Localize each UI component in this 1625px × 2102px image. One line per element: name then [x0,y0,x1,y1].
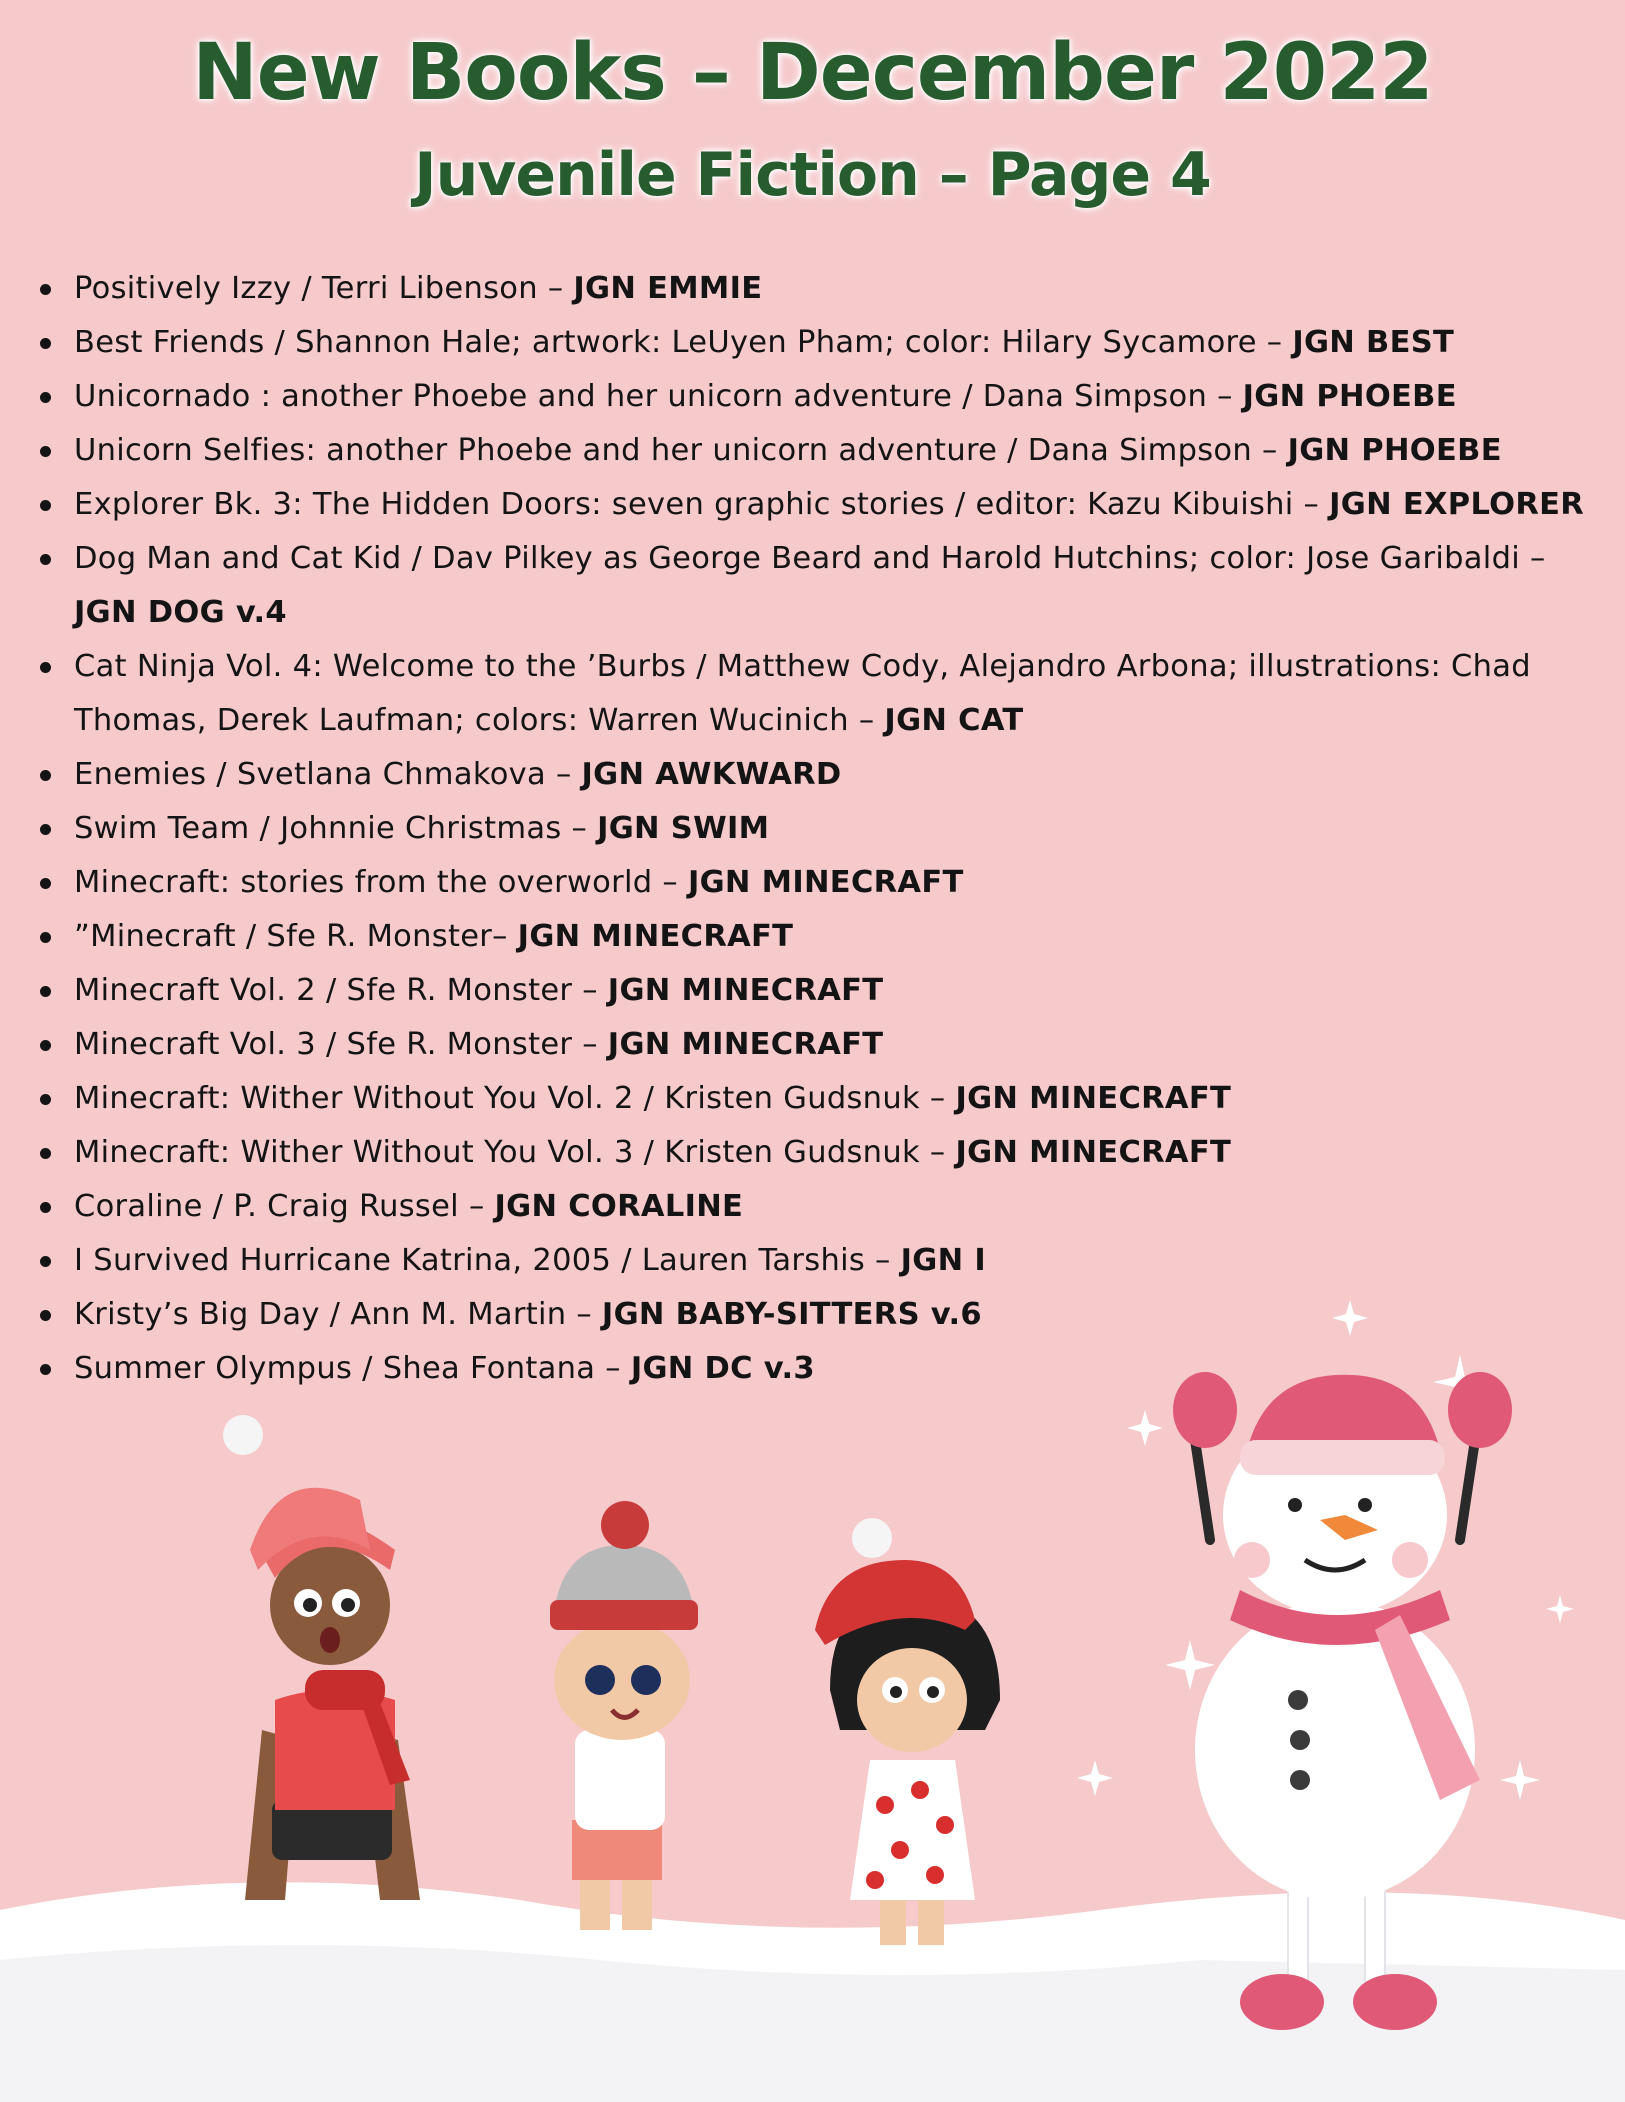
list-item [38,478,1608,532]
book-entry: Dog Man and Cat Kid / Dav Pilkey as George Beard and Harold Hutchins; color: Jose Garibaldi – [74,541,1546,576]
call-number: JGN BEST [1292,325,1455,360]
call-number: JGN PHOEBE [1242,379,1457,414]
list-item [38,910,1608,964]
book-entry: I Survived Hurricane Katrina, 2005 / Lauren Tarshis – [74,1243,901,1278]
book-entry: Kristy’s Big Day / Ann M. Martin – [74,1297,602,1332]
book-entry: Swim Team / Johnnie Christmas – [74,811,598,846]
call-number: JGN EXPLORER [1329,487,1585,522]
list-item [38,964,1608,1018]
list-item [38,1018,1608,1072]
list-item [38,802,1608,856]
child-girl-figure [815,1518,1000,1945]
call-number: JGN BABY-SITTERS v.6 [601,1297,982,1332]
call-number: JGN DOG v.4 [74,595,287,630]
child-grey-hat-figure [550,1501,698,1930]
book-entry: Unicorn Selfies: another Phoebe and her unicorn adventure / Dana Simpson – [74,433,1288,468]
call-number: JGN PHOEBE [1287,433,1502,468]
book-entry: Best Friends / Shannon Hale; artwork: LeUyen Pham; color: Hilary Sycamore – [74,325,1293,360]
book-entry: Minecraft: Wither Without You Vol. 2 / Kristen Gudsnuk – [74,1081,956,1116]
list-item [38,316,1608,370]
book-entry: Cat Ninja Vol. 4: Welcome to the ’Burbs / Matthew Cody, Alejandro Arbona; illustrations: Chad Thomas, Derek Laufman; colors: Warren Wucinich – [74,649,1531,738]
sparkle-icon [1165,1640,1215,1690]
sparkle-icon [1500,1760,1540,1800]
call-number: JGN SWIM [597,811,770,846]
book-entry: Minecraft Vol. 2 / Sfe R. Monster – [74,973,608,1008]
list-item [38,370,1608,424]
list-item [38,1126,1608,1180]
book-entry: Minecraft Vol. 3 / Sfe R. Monster – [74,1027,608,1062]
book-entry: Positively Izzy / Terri Libenson – [74,271,574,306]
book-entry: ”Minecraft / Sfe R. Monster– [74,919,518,954]
book-entry: Enemies / Svetlana Chmakova – [74,757,582,792]
call-number: JGN MINECRAFT [687,865,964,900]
call-number: JGN EMMIE [573,271,763,306]
book-entry: Minecraft: stories from the overworld – [74,865,688,900]
list-item [38,1072,1608,1126]
call-number: JGN MINECRAFT [955,1135,1232,1170]
page-title: New Books – December 2022 [192,28,1433,118]
child-boy-figure [223,1415,420,1900]
list-item [38,856,1608,910]
list-item [38,424,1608,478]
list-item [38,262,1608,316]
call-number: JGN CORALINE [494,1189,744,1224]
list-item [38,748,1608,802]
book-entry: Coraline / P. Craig Russel – [74,1189,495,1224]
sparkle-icon [1546,1595,1574,1623]
call-number: JGN MINECRAFT [607,973,884,1008]
sparkle-icon [1127,1410,1163,1446]
call-number: JGN MINECRAFT [517,919,794,954]
call-number: JGN DC v.3 [630,1351,815,1386]
sparkle-icon [1077,1760,1113,1796]
call-number: JGN AWKWARD [581,757,842,792]
book-list [38,262,1608,1396]
list-item [38,532,1608,640]
book-entry: Minecraft: Wither Without You Vol. 3 / Kristen Gudsnuk – [74,1135,956,1170]
book-entry: Explorer Bk. 3: The Hidden Doors: seven graphic stories / editor: Kazu Kibuishi – [74,487,1330,522]
list-item [38,1180,1608,1234]
winter-scene-illustration [0,1260,1625,2102]
page-subtitle: Juvenile Fiction – Page 4 [414,140,1211,210]
list-item [38,640,1608,748]
call-number: JGN CAT [884,703,1024,738]
book-entry: Summer Olympus / Shea Fontana – [74,1351,631,1386]
sparkle-icon [1332,1300,1368,1336]
book-entry: Unicornado : another Phoebe and her unicorn adventure / Dana Simpson – [74,379,1243,414]
call-number: JGN I [900,1243,986,1278]
call-number: JGN MINECRAFT [607,1027,884,1062]
call-number: JGN MINECRAFT [955,1081,1232,1116]
